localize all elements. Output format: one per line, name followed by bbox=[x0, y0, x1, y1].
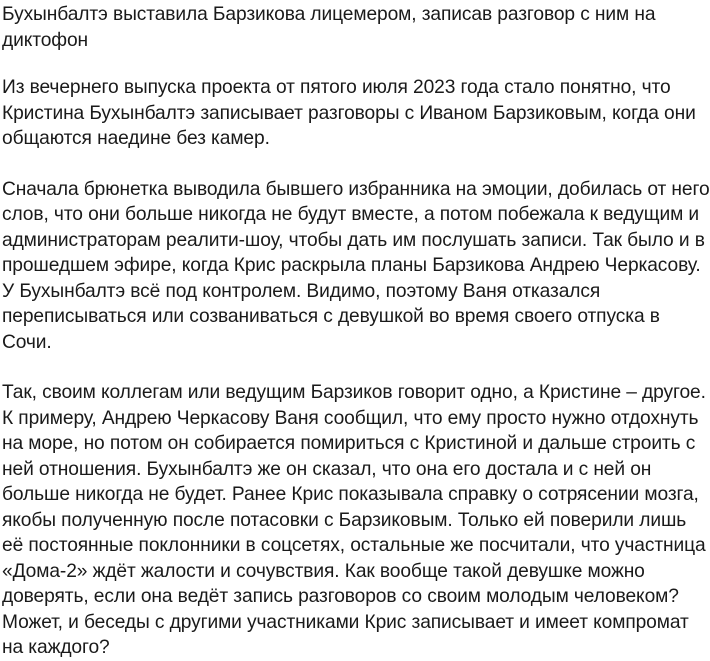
article bbox=[0, 2, 710, 661]
article-paragraph-3: Так, своим коллегам или ведущим Барзиков говорит одно, а Кристине – другое. К примеру, Андрею Черкасову Ваня сообщил, что ему просто нужно отдохнуть на море, но потом он собирается помириться с Кристиной и дальше строить с ней отношения. Бухынбалтэ же он сказал, что она его достала и с ней он больше никогда не будет. Ранее Крис показывала справку о сотрясении мозга, якобы полученную после потасовки с Барзиковым. Только ей поверили лишь её постоянные поклонники в соцсетях, остальные же посчитали, что участница «Дома-2» ждёт жалости и сочувствия. Как вообще такой девушке можно доверять, если она ведёт запись разговоров со своим молодым человеком? Может, и беседы с другими участниками Крис записывает и имеет компромат на каждого? bbox=[2, 382, 706, 658]
article-title: Бухынбалтэ выставила Барзикова лицемером, записав разговор с ним на диктофон bbox=[2, 4, 656, 51]
article-paragraph-1: Из вечернего выпуска проекта от пятого июля 2023 года стало понятно, что Кристина Бухынбалтэ записывает разговоры с Иваном Барзиковым, когда они общаются наедине без камер. bbox=[2, 77, 696, 149]
article-paragraph-2: Сначала брюнетка выводила бывшего избранника на эмоции, добилась от него слов, что они больше никогда не будут вместе, а потом побежала к ведущим и администраторам реалити-шоу, чтобы дать им послушать записи. Так было и в прошедшем эфире, когда Крис раскрыла планы Барзикова Андрею Черкасову. У Бухынбалтэ всё под контролем. Видимо, поэтому Ваня отказался переписываться или созваниваться с девушкой во время своего отпуска в Сочи. bbox=[2, 178, 710, 353]
